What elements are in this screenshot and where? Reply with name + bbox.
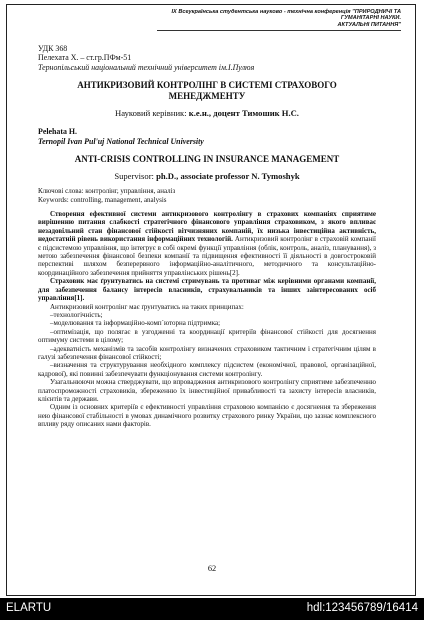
affiliation-en: Ternopil Ivan Pul'uj National Technical University [38,136,204,146]
udc-code: УДК 368 [38,44,68,53]
supervisor-en-name: ph.D., associate professor N. Tymoshyk [156,170,300,181]
conference-line-2: АКТУАЛЬНІ ПИТАННЯ" [337,21,401,28]
footer-handle: hdl:123456789/16414 [306,602,418,614]
body-paragraph-1-bold: Створення ефективної системи антикризового контролінгу в страхових компаніях сприятиме вирішенню питання слабкості стратегічного фінансового управління страховиком, з якого впливає незадовільний стан фінансової стійкості вітчизняних компаній, їх низька інвестиційна активність, недостатній рівень використання інформаційних технологій. [38,210,376,244]
repository-footer-bar [0,598,424,620]
footer-repository-name: ELARTU [6,602,52,614]
body-paragraph-2: Страховик має ґрунтуватись на системі стримувань та противаг між керівними органами компанії, для забезпечення балансу інтересів власників, страхувальників та інших заінтересованих осіб управління[1]. [38,277,376,303]
principle-item-3: –оптимізація, що полягає в узгодженні та координації критеріїв фінансової стійкості для досягнення оптимуму системи в цілому; [38,327,376,345]
supervisor-ua-name: к.е.н., доцент Тимошик Н.С. [188,107,299,118]
conference-header [157,9,401,31]
title-ua [38,80,376,102]
author-en: Pelehata H. [38,127,78,137]
body-paragraph-3: Антикризовий контролінг має ґрунтуватись на таких принципах: [50,302,244,311]
principle-item-5: –визначення та структурування необхідного комплексу підсистем (економічної, правової, організаційної, кадрової), які повинні забезпечувати функціонування системи контролінгу. [38,361,376,378]
supervisor-en-prefix: Supervisor: [114,170,157,181]
body-paragraph-4: Узагальнюючи можна стверджувати, що впровадження антикризового контролінгу сприятиме забезпеченню платоспроможності страховиків, збереженню їх інвестиційної привабливості та захисту інтересів власників, клієнтів та держави. [38,378,376,403]
body-paragraph-5: Одним із основних критеріїв є ефективності управління страховою компанією є досягнення та збереження нею фінансової стабільності в умовах динамічного розвитку страхового ринку України, що зазнає комплексного впливу ряду описаних нами факторів. [38,403,376,429]
principle-item-4: –адекватність механізмів та засобів контролінгу визначених страховиком тактичним і стратегічним цілям в галузі забезпечення фінансової стійкості; [38,344,376,361]
body-paragraph-1 [38,210,376,277]
author-ua: Пелехата Х. – ст.гр.ПФм-51 [38,53,132,63]
keywords-en: Keywords: controlling, management, analysis [38,195,167,204]
keywords-ua: Ключові слова: контролінг, управління, аналіз [38,187,176,196]
supervisor-ua [38,109,376,118]
title-ua-line-1: АНТИКРИЗОВИЙ КОНТРОЛІНГ В СИСТЕМІ СТРАХОВОГО [77,80,337,91]
body-paragraph-1-regular: Антикризовий контролінг в страховій компанії є підсистемою управління, що інтегрує в собі окремі функції управління (облік, контроль, аналіз, планування), з метою забезпечення фінансової безпеки компанії та підвищення ефективності її діяльності в довгостроковій перспективі шляхом безперервного інформаційно-аналітичного, методичного та консультаційно-координаційного забезпечення прийняття управлінських рішень[2]. [38,235,376,277]
page-number: 62 [207,564,217,573]
supervisor-en [38,172,376,181]
article-content [38,44,376,429]
affiliation-ua: Тернопільський національний технічний університет ім.І.Пулюя [38,62,255,72]
principle-item-1: –технологічність; [50,310,103,319]
title-en: ANTI-CRISIS CONTROLLING IN INSURANCE MANAGEMENT [74,154,340,165]
conference-line-1: IХ Всеукраїнська студентська науково - технічна конференція "ПРИРОДНИЧІ ТА ГУМАНІТАРНІ НАУКИ. [171,9,401,22]
supervisor-ua-prefix: Науковий керівник: [115,107,189,118]
principle-item-2: –моделювання та інформаційно-комп`юторна підтримка; [50,319,221,328]
title-ua-line-2: МЕНЕДЖМЕНТУ [168,91,246,102]
